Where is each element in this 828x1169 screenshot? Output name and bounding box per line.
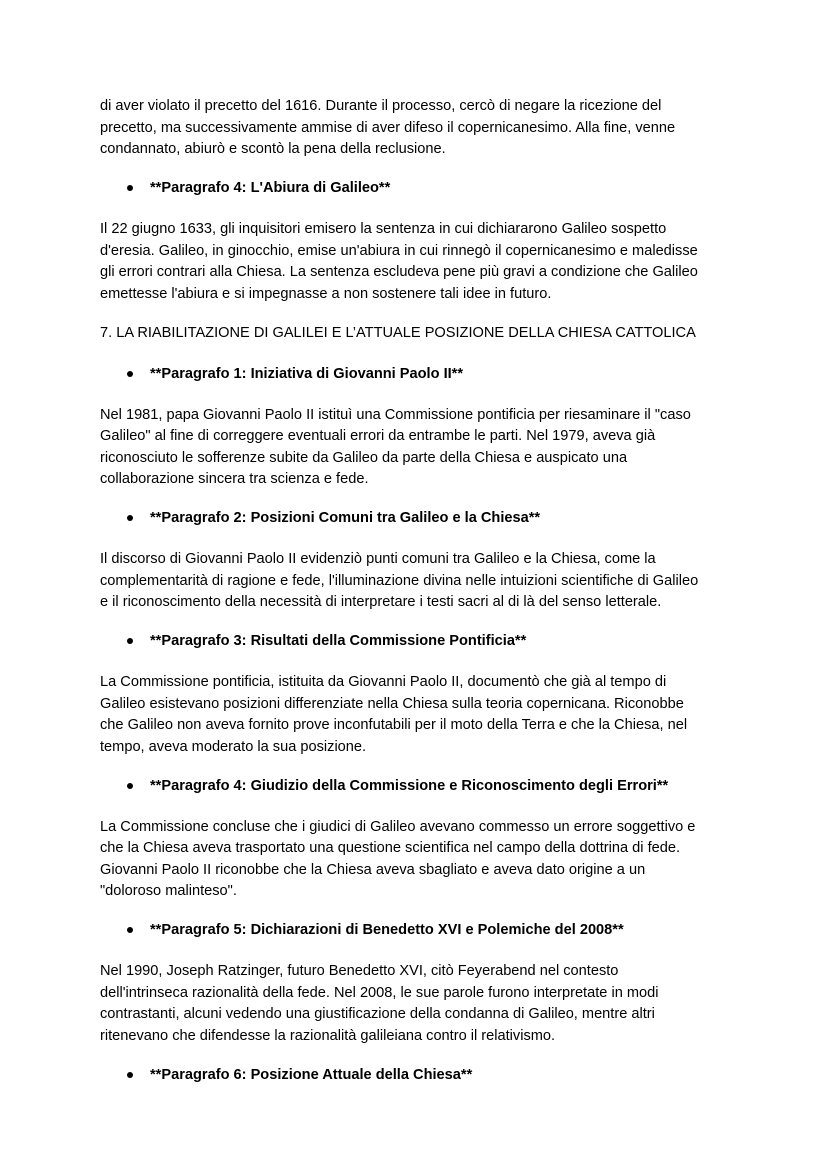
- section-heading: 7. LA RIABILITAZIONE DI GALILEI E L’ATTUALE POSIZIONE DELLA CHIESA CATTOLICA: [100, 324, 696, 341]
- bullet-heading: [100, 920, 740, 942]
- bullet-heading-text: **Paragrafo 3: Risultati della Commissione Pontificia**: [150, 633, 527, 649]
- bullet-heading: [100, 364, 740, 386]
- paragraph-line: Galileo esistevano posizioni differenziate nella Chiesa sulla teoria copernicana. Riconobbe: [100, 695, 684, 712]
- paragraph-line: "doloroso malinteso".: [100, 883, 237, 899]
- paragraph-line: d'eresia. Galileo, in ginocchio, emise un'abiura in cui rinnegò il copernicanesimo e maledisse: [100, 242, 698, 259]
- paragraph: [100, 219, 740, 305]
- bullet-heading-text: **Paragrafo 6: Posizione Attuale della Chiesa**: [150, 1066, 473, 1083]
- paragraph-line: La Commissione concluse che i giudici di Galileo avevano commesso un errore soggettivo e: [100, 818, 696, 835]
- paragraph: [100, 672, 740, 758]
- bullet-heading-text: **Paragrafo 4: Giudizio della Commissione e Riconoscimento degli Errori**: [150, 777, 669, 794]
- bullet-heading-text: **Paragrafo 5: Dichiarazioni di Benedetto XVI e Polemiche del 2008**: [150, 922, 624, 938]
- bullet-dot-icon: [127, 185, 133, 191]
- paragraph-line: complementarità di ragione e fede, l'illuminazione divina nelle intuizioni scientifiche di Galileo: [100, 572, 699, 589]
- paragraph-line: di aver violato il precetto del 1616. Durante il processo, cercò di negare la ricezione del: [100, 98, 662, 114]
- paragraph-line: gli errori contrari alla Chiesa. La sentenza escludeva pene più gravi a condizione che Galileo: [100, 264, 698, 280]
- bullet-dot-icon: [127, 1072, 133, 1078]
- bullet-dot-icon: [127, 371, 133, 377]
- paragraph: [100, 405, 740, 491]
- paragraph-line: riconosciuto le sofferenze subite da Galileo da parte della Chiesa e auspicato una: [100, 449, 628, 466]
- bullet-heading-text: **Paragrafo 2: Posizioni Comuni tra Galileo e la Chiesa**: [150, 510, 541, 526]
- paragraph: [100, 96, 740, 161]
- paragraph-line: precetto, ma successivamente ammise di aver difeso il copernicanesimo. Alla fine, venne: [100, 119, 676, 136]
- paragraph: [100, 817, 740, 903]
- bullet-heading-text: **Paragrafo 1: Iniziativa di Giovanni Paolo II**: [150, 365, 464, 382]
- paragraph-line: Il 22 giugno 1633, gli inquisitori emisero la sentenza in cui dichiararono Galileo sospetto: [100, 221, 667, 237]
- paragraph-line: Galileo" al fine di correggere eventuali errori da entrambe le parti. Nel 1979, aveva già: [100, 428, 656, 444]
- paragraph: [100, 961, 740, 1047]
- bullet-dot-icon: [127, 927, 133, 933]
- paragraph-line: La Commissione pontificia, istituita da Giovanni Paolo II, documentò che già al tempo di: [100, 674, 667, 690]
- paragraph-line: ritenevano che difendesse la razionalità galileiana contro il relativismo.: [100, 1027, 556, 1044]
- paragraph-line: dell'intrinseca razionalità della fede. Nel 2008, le sue parole furono interpretate in modi: [100, 984, 659, 1001]
- bullet-heading: [100, 508, 740, 530]
- bullet-dot-icon: [127, 783, 133, 789]
- paragraph-line: tempo, aveva moderato la sua posizione.: [100, 738, 367, 755]
- paragraph-line: Giovanni Paolo II riconobbe che la Chiesa aveva sbagliato e aveva dato origine a un: [100, 861, 646, 878]
- bullet-dot-icon: [127, 515, 133, 521]
- bullet-dot-icon: [127, 638, 133, 644]
- paragraph: [100, 549, 740, 614]
- paragraph-line: e il riconoscimento della necessità di interpretare i testi sacri al di là del senso letterale.: [100, 594, 662, 610]
- bullet-heading: [100, 178, 740, 200]
- paragraph-line: Nel 1981, papa Giovanni Paolo II istituì una Commissione pontificia per riesaminare il "caso: [100, 406, 691, 423]
- document-page: [100, 96, 740, 1106]
- paragraph-line: collaborazione sincera tra scienza e fede.: [100, 471, 369, 487]
- paragraph-line: Nel 1990, Joseph Ratzinger, futuro Benedetto XVI, citò Feyerabend nel contesto: [100, 963, 619, 979]
- bullet-heading-text: **Paragrafo 4: L'Abiura di Galileo**: [150, 180, 391, 196]
- paragraph-line: contrastanti, alcuni vedendo una giustificazione della condanna di Galileo, mentre altri: [100, 1006, 655, 1022]
- bullet-heading: [100, 1065, 740, 1087]
- paragraph-line: che Galileo non aveva fornito prove inconfutabili per il moto della Terra e che la Chiesa, nel: [100, 717, 688, 733]
- paragraph-line: emettesse l'abiura e si impegnasse a non sostenere tali idee in futuro.: [100, 285, 552, 302]
- bullet-heading: [100, 631, 740, 653]
- paragraph-line: condannato, abiurò e scontò la pena della reclusione.: [100, 141, 446, 157]
- paragraph-line: che la Chiesa aveva trasportato una questione scientifica nel campo della dottrina di fede.: [100, 840, 681, 856]
- bullet-heading: [100, 776, 740, 798]
- paragraph-line: Il discorso di Giovanni Paolo II evidenziò punti comuni tra Galileo e la Chiesa, come la: [100, 551, 656, 567]
